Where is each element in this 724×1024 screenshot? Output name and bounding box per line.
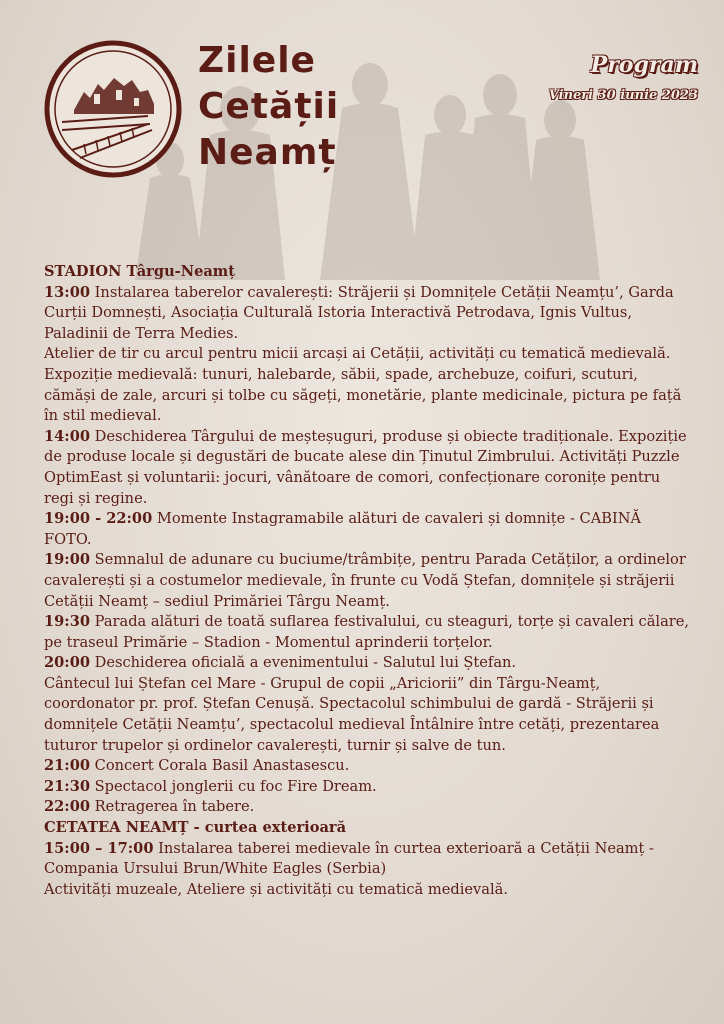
schedule-entry [44,839,692,880]
program-label: Program [590,52,698,78]
entry-time: 15:00 – 17:00 [44,839,154,857]
schedule-entry [44,344,692,426]
schedule-entry [44,674,692,756]
schedule-entry [44,427,692,509]
festival-title [198,38,339,176]
entry-text: Cântecul lui Ștefan cel Mare - Grupul de copii „Ariciorii” din Târgu-Neamț, coordonator pr. prof. Ștefan Cenușă. Spectacolul schimbului de gardă - Străjerii și domnițele Cetății Neamțu’, spectacolul medieval Întâlnire între cetăți, prezentarea tuturor trupelor și ordinelor cavalerești, turnir și salve de tun. [44,674,660,754]
entry-text: Concert Corala Basil Anastasescu. [90,757,350,775]
schedule-entry [44,612,692,653]
entry-time: 19:30 [44,613,91,631]
schedule-entry [44,777,692,798]
entry-time: 21:30 [44,777,91,795]
festival-logo [44,40,182,178]
entry-text: Deschiderea Târgului de meșteșuguri, produse și obiecte tradiționale. Expoziție de produse locale și degustări de bucate alese din Ținutul Zimbrului. Activități Puzzle OptimEast și voluntarii: jocuri, vânătoare de comori, confecționare coronițe pentru regi și regine. [44,427,687,507]
schedule-entry [44,550,692,612]
entry-time: 19:00 [44,551,91,569]
entry-time: 20:00 [44,654,91,672]
schedule-entry [44,283,692,345]
program-header [549,52,698,103]
entry-text: Activități muzeale, Ateliere și activități cu tematică medievală. [44,880,508,898]
entry-text: Instalarea taberelor cavalerești: Străjerii și Domnițele Cetății Neamțu’, Garda Curții Domnești, Asociația Culturală Istoria Interactivă Petrodava, Ignis Vultus, Paladinii de Terra Medies. [44,283,674,342]
entry-time: 21:00 [44,757,91,775]
program-date: Vineri 30 iunie 2023 [548,88,698,103]
entry-time: 19:00 - 22:00 [44,510,153,528]
entry-text: Spectacol jonglerii cu foc Fire Dream. [90,777,377,795]
program-content [44,262,692,900]
schedule-entry [44,653,692,674]
entry-text: Retragerea în tabere. [90,798,255,816]
schedule-entry [44,509,692,550]
entry-time: 14:00 [44,427,91,445]
section-heading: STADION Târgu-Neamț [44,263,235,280]
section-heading: CETATEA NEAMȚ - curtea exterioară [44,819,347,837]
entry-text: Instalarea taberei medievale în curtea exterioară a Cetății Neamț - Compania Ursului Brun/White Eagles (Serbia) [44,839,654,878]
entry-text: Atelier de tir cu arcul pentru micii arcași ai Cetății, activități cu tematică medievală. Expoziție medievală: tunuri, halebarde, săbii, spade, archebuze, coifuri, scuturi, cămăși de zale, arcuri și tolbe cu săgeți, monetărie, plante medicinale, pictura pe față în stil medieval. [44,345,682,425]
entry-time: 22:00 [44,798,91,816]
title-line-3: Neamț [198,132,337,173]
title-line-1: Zilele [198,40,316,81]
entry-text: Momente Instagramabile alături de cavaleri și domnițe - CABINĂ FOTO. [44,510,642,548]
entry-text: Semnalul de adunare cu buciume/trâmbițe, pentru Parada Cetăților, a ordinelor cavalerești și a costumelor medievale, în frunte cu Vodă Ștefan, domnițele și străjerii Cetății Neamț – sediul Primăriei Târgu Neamț. [44,551,686,610]
entry-time: 13:00 [44,283,91,301]
schedule-entry [44,880,692,901]
entry-text: Deschiderea oficială a evenimentului - Salutul lui Ștefan. [90,654,517,672]
schedule-entry [44,797,692,818]
title-line-2: Cetății [198,86,340,127]
entry-text: Parada alături de toată suflarea festivalului, cu steaguri, torțe și cavaleri călare, pe traseul Primărie – Stadion - Momentul aprinderii torțelor. [44,613,690,651]
schedule-entry [44,756,692,777]
